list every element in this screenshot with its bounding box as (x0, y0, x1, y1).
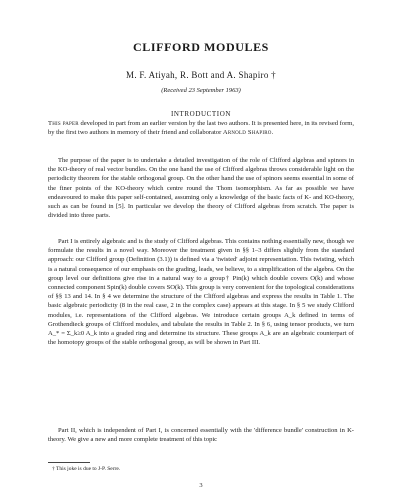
intro-note (48, 119, 354, 137)
paper-authors: M. F. Atiyah, R. Bott and A. Shapiro † (126, 70, 276, 80)
paragraph-purpose (48, 156, 354, 220)
intro-note-text: developed in part from an earlier version by the last two authors. It is presented here, in its revised form, by the first two authors in memory of their friend and collaborator (48, 120, 354, 137)
received-date: (Received 23 September 1963) (161, 87, 241, 94)
intro-note-name: Arnold Shapiro (222, 129, 272, 137)
paragraph-text: Part I is entirely algebraic and is the study of Clifford algebras. This contains nothing essentially new, though we formulate the results in a novel way. Moreover the treatment given in §§ 1–3 differs slightly from the standard approach: our Clifford group (Definition (3.1)) is defined via a 'twisted' adjoint representation. This twisting, which is a natural consequence of our emphasis on the grading, leads, we believe, to a simplification of the algebra. On the group level our definitions give rise in a natural way to a group† Pin(k) which double covers O(k) and whose connected component Spin(k) double covers SO(k). This group is very convenient for the topological considerations of §§ 13 and 14. In § 4 we determine the structure of the Clifford algebras and express the results in Table 1. The basic algebraic periodicity (8 in the real case, 2 in the complex case) appears at this stage. In § 5 we study Clifford modules, i.e. representations of the Clifford algebras. We introduce certain groups A_k defined in terms of Grothendieck groups of Clifford modules, and tabulate the results in Table 2. In § 6, using tensor products, we turn A_* = Σ_k≥0 A_k into a graded ring and determine its structure. These groups A_k are an algebraic counterpart of the homotopy groups of the stable orthogonal group, as will be shown in Part III. (48, 238, 354, 347)
intro-note-lead: This paper (48, 120, 79, 127)
intro-note-end: . (271, 129, 274, 137)
paragraph-part-one (48, 237, 354, 347)
footnote: † This joke is due to J-P. Serre. (52, 466, 121, 472)
section-heading: INTRODUCTION (170, 110, 232, 118)
page-number: 3 (199, 482, 203, 489)
paragraph-part-two (48, 426, 354, 444)
paragraph-text: Part II, which is independent of Part I, is concerned essentially with the 'difference bundle' construction in K-theory. We give a new and more complete treatment of this topic (48, 427, 354, 444)
footnote-rule (48, 462, 90, 463)
paper-title: CLIFFORD MODULES (133, 40, 269, 54)
paragraph-text: The purpose of the paper is to undertake a detailed investigation of the role of Clifford algebras and spinors in the KO-theory of real vector bundles. On the one hand the use of Clifford algebras throws considerable light on the periodicity theorem for the stable orthogonal group. On the other hand the use of spinors seems essential in some of the finer points of the KO-theory which centre round the Thom isomorphism. As far as possible we have endeavoured to make this paper self-contained, assuming only a knowledge of the basic facts of K- and KO-theory, such as can be found in [5]. In particular we develop the theory of Clifford algebras from scratch. The paper is divided into three parts. (48, 157, 354, 220)
